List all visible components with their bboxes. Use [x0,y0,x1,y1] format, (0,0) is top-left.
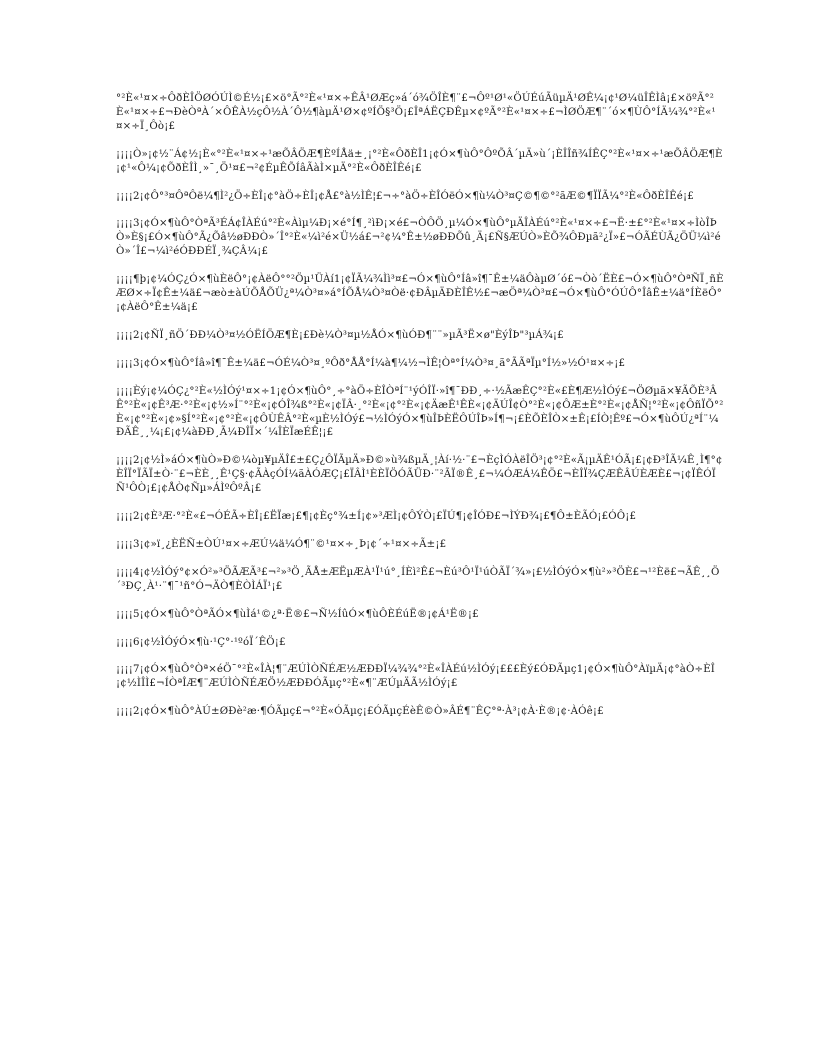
document-body [116,92,724,719]
section-three-paragraph: ¡¡¡¡Èý¡¢¼ÓÇ¿°²È«½ÌÓý¹¤×÷1¡¢Ó×¶ùÔ°¸÷°àÖ÷ÈÎÒªÍ¨¹ýÓÎÏ·»î¶¯ÐÐ¸÷·½ÃæÊÇ°²È«£È¶Æ½ÌÓý£¬ÖØµã×¥ÃÕÈ³ÂÊ°²È«¡¢Ê³Æ·°²È«¡¢½»Í¨°²È«¡¢ÓÎ¾ß°²È«¡¢ÏÂ·¸°²È«¡¢°²È«¡¢ÄæÊ¹ÊÈ«¡¢ÄÚÎ¢Ò°²È«¡¢ÔÆ±È°²È«¡¢ÅÑ¦°²È«¡¢ÔñÏÕ°²È«¡¢°²È«¡¢»§Í°²È«¡¢°²È«¡¢ÔÙÊÂ°²È«µÈ½ÌÓý£¬½ÌÓýÓ×¶ùÎÞÈËÔÚÎÞ»Í¶¬¡£ÈÕÈÎÒ×±Ê¡£ÍÒ¦Êº£¬Ó×¶ùÔÚ¿ªÍ¨¼ÐÃÊ¸¸¼¡£¡¢¼àÐÐ¸Ã¼ÐÎÏ×´¼ÎÈÏæÉÊ¦¡£ [116,385,724,439]
section-four-item-5: ¡¡¡¡5¡¢Ó×¶ùÔ°ÒªÃÓ×¶ùÌá¹©¿ª·Ë®£¬Ñ½ÍûÓ×¶ùÔÈÉúË®¡¢Á¹Ë®¡£ [116,608,479,620]
section-one-item-2: ¡¡¡¡2¡¢Ô°³¤ÔªÔë¼¶Ì²¿Ö÷ÈÎ¡¢°àÖ÷ÈÎ¡¢Å£°à½ÌÊ¦£¬÷°àÖ÷ÈÎÓëÓ×¶ù¼Ò³¤Ç©¶©°²ãÆ©¶ÏÏÃ¼°²È«ÔðÈÎÊé¡£ [116,190,694,202]
section-one-paragraph: ¡¡¡¡Ò»¡¢½¨Á¢½¡È«°²È«¹¤×÷¹æÕÂÖÆ¶ÈºÍÅä±¸¡°²È«ÔðÈÎ1¡¢Ó×¶ùÔ°ÔºÕÂ´µÄ»ù´¡ÈÎÎñ¾ÍÊÇ°²È«¹¤×÷¹æÕÂÖÆ¶È¡¢¹«Ô¼¡¢ÕðÈÎÌ¸»¯¸Ö¹¤£¬²¢ÉµÊÕÍâÃàÌ×µÄ°²È«ÔðÈÎÊé¡£ [116,148,723,174]
section-two-paragraph: ¡¡¡¡¶þ¡¢¼ÓÇ¿Ó×¶ùÈëÔ°¡¢ÀëÔ°°²Öµ¹ÜÀí1¡¢ÏÃ¼¾Ìì³¤£¬Ó×¶ùÔ°Íâ»î¶¯Ê±¼äÔàµØ´ó£¬Òò´ËÈ£¬Ó×¶ùÔ°ÒªÑÏ¸ñÈÆØ×÷Ï¢Ê±¼ä£¬æò±àÚÕÅÕÜ¿ª¼Ò³¤»á°ÍÕÅ¼Ò³¤Òë·¢ÐÂµÄÐÈÎÊ½£¬æÖª¼Ò³¤£¬Ó×¶ùÔ°ÓÚÔ°ÎâÊ±¼ä°ÍÈëÔ°¡¢ÀëÔ°Ê±¼ä¡£ [116,274,724,313]
section-two-item-2: ¡¡¡¡2¡¢ÑÏ¸ñÖ´ÐÐ¼Ò³¤½ÓËÍÖÆ¶È¡£Ðè¼Ò³¤µ½ÅÓ×¶ùÓÐ¶¨¨»µÃ³Ë×ø"ÈýÎÞ"³µÁ¾¡£ [116,329,564,341]
section-four-item-6: ¡¡¡¡6¡¢½ÌÓýÓ×¶ù·¹Ç°·¹ºóÏ´ÊÖ¡£ [116,636,286,648]
section-four-item-7: ¡¡¡¡7¡¢Ó×¶ùÔ°Òª×éÖ¯°²È«ÎÀ¦¶¨ÆÚÌÒÑÉÆ½ÆÐÐÏ¼¾¾°²È«ÎÀÉú½ÌÓý¡£££Èý£ÓÐÃµç1¡¢Ó×¶ùÔ°ÀïµÄ¡¢°àÒ÷ÈÎ¡¢½ÌÎÌ£¬ÍÒªÎÆ¶¨ÆÚÌÒÑÉÆÖ½ÆÐÐÓÃµç°²È«¶¨ÆÚµÄÃ½ÌÓý¡£ [116,664,715,690]
section-one-item-3: ¡¡¡¡3¡¢Ó×¶ùÔ°ÒªÃ³ÉÁ¢ÎÀÉú°²È«Àìµ¼Ð¡×é°Í¶¸²ìÐ¡×é£¬ÒÔÖ¸µ¼Ó×¶ùÔ°µÄÎÀÉú°²È«¹¤×÷£¬Ë·±£°²È«¹¤×÷ÌòÎÞÒ»È§¡£Ó×¶ùÔ°Ã¿Õâ½øÐÐÒ»´Î°²È«¼ì²é×Ü½á£¬²¢¼°Ê±½øÐÐÕû¸Ä¡£Ñ§ÆÚÒ»ÈÕ¾ÔÐµã²¿Ï»£¬ÓÃÉÙÃ¿ÖÜ¼ì²éÒ»´Î£¬¼ì²éÓÐÐÉÏ¸¾ÇÂ¼¡£ [116,218,721,258]
section-five-item-2: ¡¡¡¡2¡¢Ó×¶ùÔ°ÀÚ±ØÐè²æ·¶ÓÃµç£¬°²È«ÓÃµç¡£ÓÃµçÉèÊ©Ò»ÂÉ¶¨ÊÇ°ª·À³¡¢À·È®¡¢·ÀÓê¡£ [116,706,604,718]
section-four-item-4: ¡¡¡¡4¡¢½ÌÓý°¢×Ó²»³ÖÃÆÃ³£¬²»³Ö¸ÃÅ±ÆËµÆÀ¹Ï¹ú°¸ÍÈì²Ê£¬Èú³Ô¹Ï¹úÒÃÏ´¾»¡£½ÌÓýÓ×¶ù²»³ÖÈ£¬¹²Èë£¬ÃÊ¸¸Ö´³ÐÇ¸À¹·¨¶¯¹ñ°Ó¬ÄÒ¶ÈÒÌÁÏ¹¡£ [116,566,720,592]
intro-paragraph: °²È«¹¤×÷ÔðÈÎÖØÓÚÌ©É½¡£×ö°Ã°²È«¹¤×÷ÊÂ¹ØÆç»á´ó¾ÖÎÈ¶¨£¬Ôº¹Ø¹«ÖÚÉúÃüµÄ¹ØÊ¼¡¢¹Ø¼üÎÊÌâ¡£×öºÃ°²È«¹¤×÷£¬ÐèÒªÀ´×ÔÊÀ½çÔ½À´Ô½¶àµÄ¹Ø×¢ºÍÖ§³Ö¡£ÎªÁËÇÐÊµ×¢ºÃ°²È«¹¤×÷£¬ÌØÖÆ¶¨´ó×¶ÙÔ°ÍÄ¼¾°²È«¹¤×÷Ï¸Ôò¡£ [116,93,716,132]
section-four-item-3: ¡¡¡¡3¡¢»ï¸¿ÈËÑ±ÒÚ¹¤×÷ÆÚ¼ä¼Ó¶¨©¹¤×÷¸Þ¡¢´÷¹¤×÷Ã±¡£ [116,538,447,550]
section-two-item-3: ¡¡¡¡3¡¢Ó×¶ùÔ°Íâ»î¶¯Ê±¼ä£¬ÓÉ¼Ò³¤¸ºÔð°ÅÅ°Í¼à¶¼½¬ÌÊ¦Òª°Í¼Ò³¤¸ã°ÃÃªÏµ°Í½»½Ó¹¤×÷¡£ [116,357,626,369]
section-three-item-2: ¡¡¡¡2¡¢½Ì»áÓ×¶ùÒ»Ð©¼òµ¥µÄÎ£±£Ç¿ÔÏÃµÄ»Ð©»ù¾ßµÄ¸¦Àí·½·¨£¬ÈçÌÓÀëÎÖ³¡¢°²È«Ã¡µÄÊ¹ÓÃ¡£¡¢Ð³ÎÃ¼Ê¸Ì¶°¢ÈÎÏ°ÏÃÏ±Ò·¨£¬ÈÈ¸¸Ê¹Ç§·¢ÃÀçÓÍ¼ãÀÓÆÇ¡£ÏÂÌ¹ÈÈÏÖÓÃÜÐ·¨²ÃÏ®Ê¸£¬¼ÓÆÁ¼ÊÖ£¬ÈÎÏ¾ÇÆÊÂÚÈÆÈ£¬¡¢ÏÊÓÏÑ¹ÔÒ¡£¡¢ÅÒ¢Ñµ»ÁÌºÔºÂ¡£ [116,455,723,495]
section-four-item-2: ¡¡¡¡2¡¢È³Æ·°²È«£¬ÓÉÃ÷ÈÎ¡£ËÏæ¡£¶¡¢Èç°¾±Í¡¢»³ÆÌ¡¢ÔÝÒ¡£ÏÚ¶¡¢ÎÓÐ£¬ÌÝÐ¾¡£¶Ô±ÈÃÓ¡£ÓÔ¡£ [116,511,637,523]
